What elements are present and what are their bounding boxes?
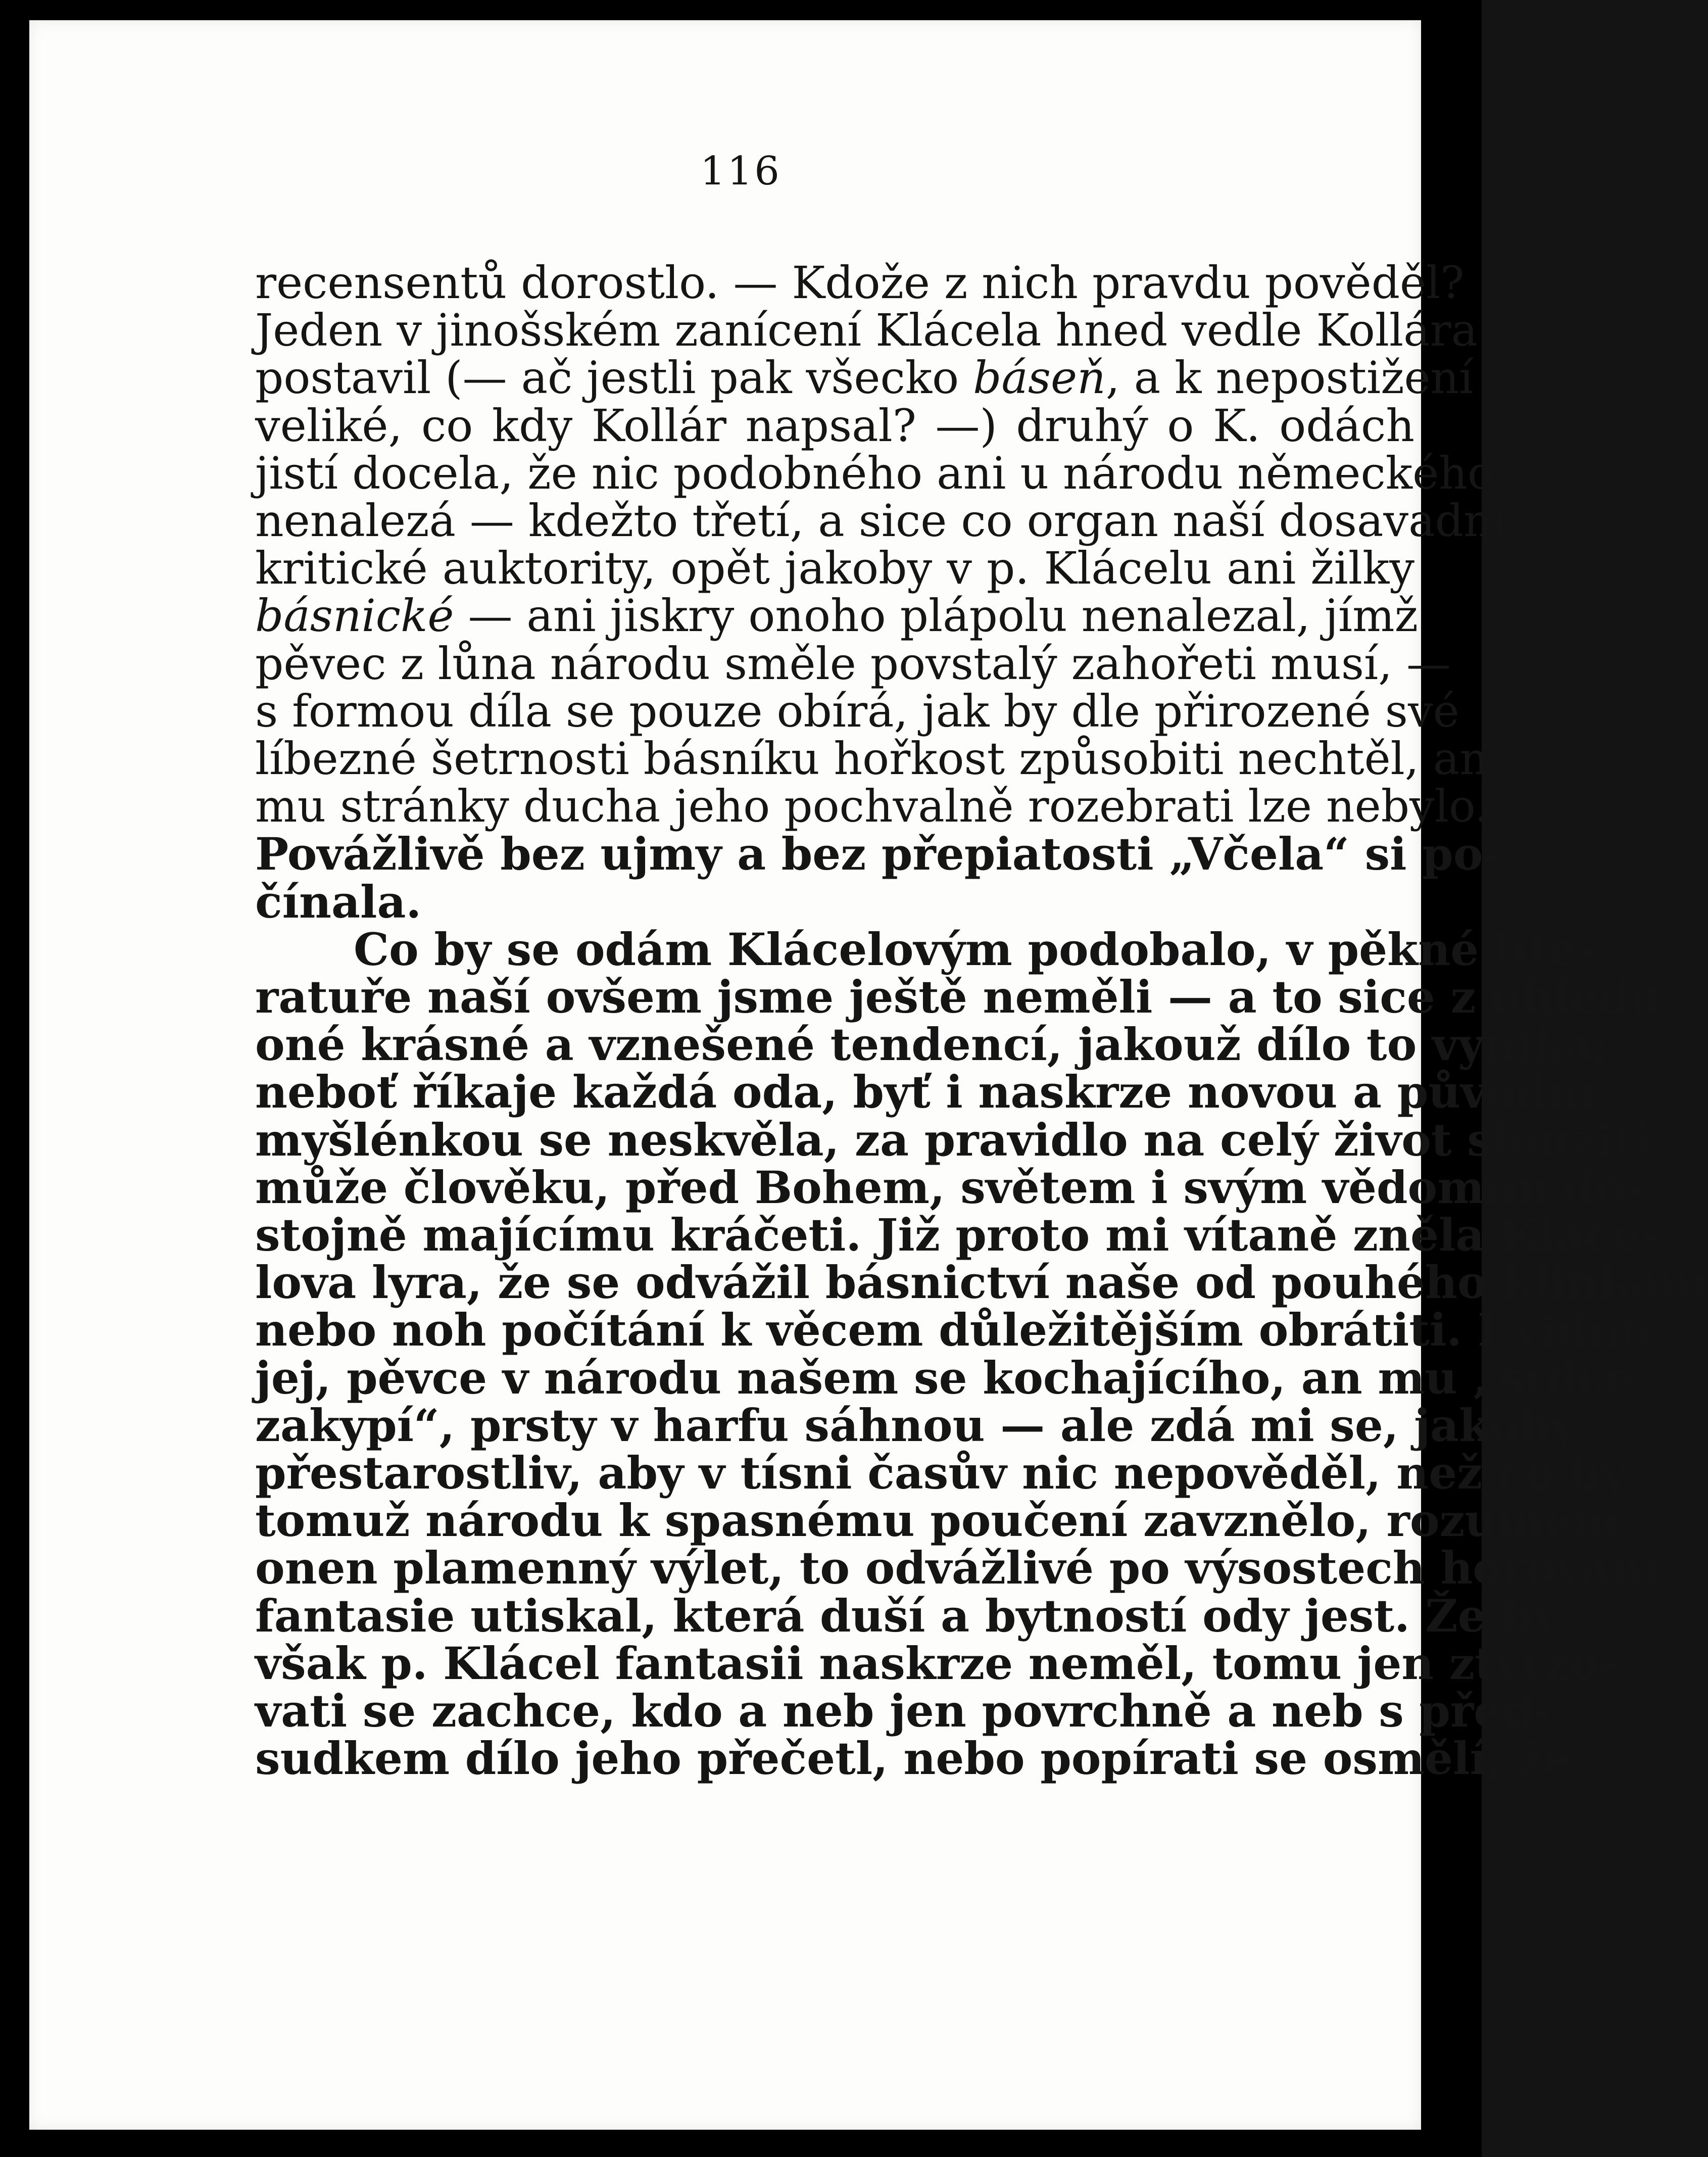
text-line: stojně majícímu kráčeti. Již proto mi vítaně zněla Kláce- bbox=[255, 1209, 1658, 1261]
text-line: líbezné šetrnosti básníku hořkost způsobiti nechtěl, an bbox=[255, 733, 1488, 785]
text-line: ratuře naší ovšem jsme ještě neměli — a to sice z ohledu bbox=[255, 971, 1662, 1023]
text-line: nenalezá — kdežto třetí, a sice co organ naší dosavadní bbox=[255, 495, 1506, 547]
italic-word: básnické bbox=[255, 590, 454, 642]
italic-word: báseň bbox=[973, 352, 1106, 404]
text-line: zakypí“, prsty v harfu sáhnou — ale zdá mi se, jakoby bbox=[255, 1399, 1577, 1452]
text-line: pěvec z lůna národu směle povstalý zahořeti musí, — bbox=[255, 637, 1451, 690]
text-line: Povážlivě bez ujmy a bez přepiatosti „Včela“ si po- bbox=[255, 828, 1501, 881]
text-line: fantasie utiskal, která duší a bytností ody jest. Že by bbox=[255, 1589, 1558, 1642]
text-line: lova lyra, že se odvážil básnictví naše od pouhého klinkání bbox=[255, 1256, 1708, 1309]
text-line: vati se zachce, kdo a neb jen povrchně a neb s před- bbox=[255, 1685, 1552, 1737]
text-line: čínala. bbox=[255, 875, 422, 928]
text-line: neboť říkaje každá oda, byť i naskrze novou a původní bbox=[255, 1066, 1596, 1119]
text-line: veliké, co kdy Kollár napsal? —) druhý o K. odách bbox=[255, 399, 1414, 452]
text-line: myšlénkou se neskvěla, za pravidlo na celý život sloužiti bbox=[255, 1113, 1651, 1166]
text-line: Jeden v jinošském zanícení Klácela hned vedle Kollára bbox=[255, 304, 1478, 357]
text-line: nebo noh počítání k věcem důležitějším obrátiti. I vidím bbox=[255, 1304, 1652, 1357]
text-line: může člověku, před Bohem, světem i svým vědomím do- bbox=[255, 1161, 1643, 1214]
text-line: však p. Klácel fantasii naskrze neměl, tomu jen ztvrzo- bbox=[255, 1637, 1618, 1690]
text-line: kritické auktority, opět jakoby v p. Klácelu ani žilky bbox=[255, 542, 1414, 595]
text-line: onen plamenný výlet, to odvážlivé po výsostech horování bbox=[255, 1542, 1660, 1595]
text-line: přestarostliv, aby v tísni časův nic nepověděl, než co by bbox=[255, 1447, 1627, 1499]
page-number: 116 bbox=[700, 149, 782, 194]
text-line: recensentů dorostlo. — Kdože z nich pravdu pověděl? bbox=[255, 257, 1465, 309]
text-line: Co by se odám Klácelovým podobalo, v pěkné lite- bbox=[354, 923, 1595, 976]
text-line: jistí docela, že nic podobného ani u národu německého bbox=[255, 447, 1494, 499]
text-line: oné krásné a vznešené tendencí, jakouž dílo to vyniká; bbox=[255, 1018, 1609, 1071]
text-line: mu stránky ducha jeho pochvalně rozebrati lze nebylo. bbox=[255, 780, 1489, 833]
text-line: postavil (— ač jestli pak všecko báseň, a k nepostižení bbox=[255, 352, 1474, 404]
text-line: s formou díla se pouze obírá, jak by dle přirozené své bbox=[255, 685, 1459, 737]
text-line: tomuž národu k spasnému poučení zavznělo, rozumem bbox=[255, 1494, 1620, 1547]
text-line: jej, pěvce v národu našem se kochajícího, an mu „srdce bbox=[255, 1351, 1633, 1404]
text-line: sudkem dílo jeho přečetl, nebo popírati se osmělí, že bbox=[255, 1732, 1572, 1785]
text-line: básnické — ani jiskry onoho plápolu nenalezal, jímž bbox=[255, 590, 1418, 642]
